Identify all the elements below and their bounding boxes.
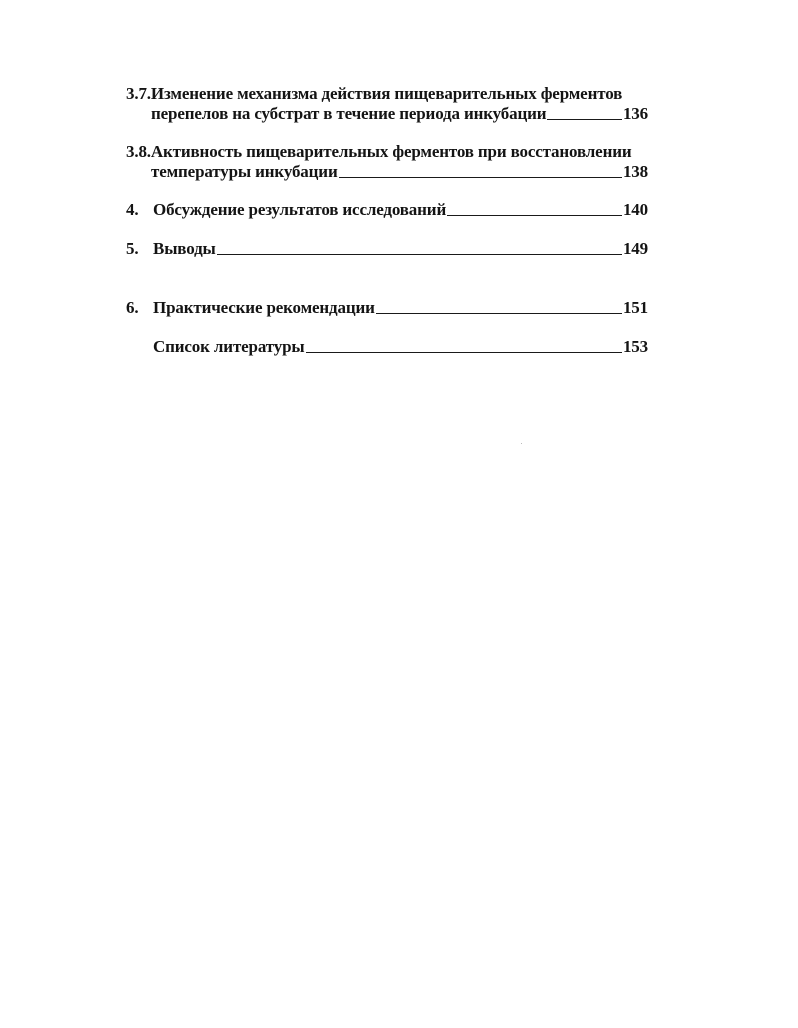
toc-entry-title: Обсуждение результатов исследований [153,200,447,219]
toc-entry-title-line-2: перепелов на субстрат в течение периода инкубации [151,104,547,123]
toc-entry-title: Выводы [153,239,216,258]
leader-line [547,119,622,120]
scan-speck [521,443,522,444]
toc-entry-bibliography [126,337,648,357]
toc-entry-first-line [126,84,648,104]
toc-entry-page-number: 138 [622,162,648,181]
toc-entry-4 [126,200,648,220]
toc-entry-line [126,298,648,318]
toc-entry-title-line-2: температуры инкубации [151,162,338,181]
toc-entry-title-line-1: Активность пищеварительных ферментов при восстановлении [150,142,632,161]
toc-entry-number: 6. [126,298,139,317]
toc-entry-page-number: 151 [622,298,648,317]
toc-entry-line [126,337,648,357]
leader-line [339,177,622,178]
toc-entry-title: Список литературы [153,337,305,356]
toc-entry-title-line-1: Изменение механизма действия пищеварительных ферментов [150,84,623,103]
toc-entry-3-7 [126,84,648,124]
toc-entry-page-number: 153 [622,337,648,356]
toc-entry-3-8 [126,142,648,182]
toc-entry-title: Практические рекомендации [153,298,375,317]
toc-entry-5 [126,239,648,259]
toc-entry-line [126,239,648,259]
toc-entry-number: 5. [126,239,139,258]
toc-entry-page-number: 140 [622,200,648,219]
toc-entry-line [126,200,648,220]
toc-entry-first-line [126,142,648,162]
toc-entry-continuation-line [126,162,648,182]
table-of-contents [126,84,648,357]
toc-entry-number: 3.8. [126,142,151,161]
leader-line [447,215,622,216]
leader-line [217,254,622,255]
leader-line [306,352,622,353]
toc-entry-number: 3.7. [126,84,151,103]
toc-entry-continuation-line [126,104,648,124]
toc-entry-number: 4. [126,200,139,219]
leader-line [376,313,622,314]
toc-entry-page-number: 149 [622,239,648,258]
toc-entry-6 [126,298,648,318]
toc-entry-page-number: 136 [622,104,648,123]
